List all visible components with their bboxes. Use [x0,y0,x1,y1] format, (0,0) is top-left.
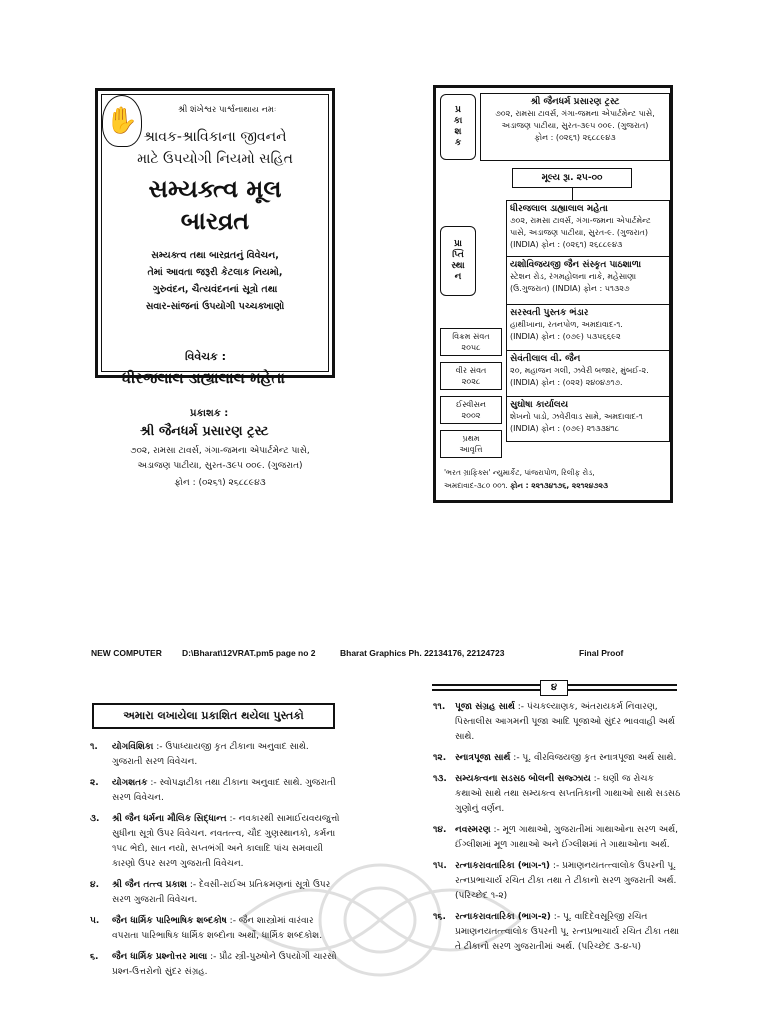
item-text [112,812,340,872]
distributor-line: ૨૦, મહાજન ગલી, ઝવેરી બજાર, મુંબઈ-૨. [510,366,649,375]
item-text [112,776,340,806]
scroll-char: શ [454,127,462,137]
scroll-char: પ્તિ [452,250,464,260]
item-title: જૈન ધાર્મિક પારિભાષિક શબ્દકોષ [112,916,227,926]
list-item [433,910,683,955]
era-box [440,328,502,356]
publisher-phone: ફોન : (૦૨૬૧) ૨૬૮૮૯૪૩ [174,478,266,488]
book-description [110,247,320,315]
list-item [433,823,683,853]
distributor-name: ધીરજલાલ ડાહ્યાલાલ મહેતા [510,204,608,214]
publisher-box-name: શ્રી જૈનધર્મ પ્રસારણ ટ્રસ્ટ [530,97,620,107]
list-item [433,772,683,817]
era-value: આવૃત્તિ [459,445,483,454]
subtitle-line-2: માટે ઉપયોગી નિયમો સહિત [137,151,293,167]
item-title: પૂજા સંગ્રહ સાર્થ [455,702,515,712]
era-value: ૨૦૫૮ [461,343,481,352]
item-desc: :- પૂ. વાદિદેવસૂરિજી રચિત પ્રમાણનયતત્ત્વાલોક ઉપરની પૂ. રત્નપ્રભાચાર્ય રચિત ટીકા તથા તે ટીકાનો સરળ ગુજરાતીમાં અર્થ. (પરિચ્છેદ ૩-૪-૫) [455,912,679,952]
list-item [90,950,340,980]
publisher-address-line-1: ૭૦૨, રામસા ટાવર્સ, ગંગા-જમના એપાર્ટમેન્ટ પાસે, [130,446,310,456]
connector-line [572,188,573,200]
distributor-entry [506,256,670,304]
item-desc: :- પ્રમાણનયતત્ત્વાલોક ઉપરની પૂ. રત્નપ્રભાચાર્ય રચિત ટીકા તથા તે ટીકાનો સરળ ગુજરાતી અર્થ. (પરિચ્છેદ ૧-૨) [455,861,677,901]
proof-computer: NEW COMPUTER [91,648,162,658]
description-line: ગુરુવંદન, ચૈત્યવંદનનાં સૂત્રો તથા [152,284,278,295]
era-label: પ્રથમ [462,434,480,443]
title-card [95,88,335,378]
item-number: ૧૩. [433,774,447,784]
printer-line: 'ભરત ગ્રાફિક્સ' ન્યુમાર્કેટ, પાંજરાપોળ, રિલીફ રોડ, [444,468,595,477]
proof-status: Final Proof [579,648,624,658]
distributor-line: (INDIA) ફોન : (૦૭૯) ૨૧૩૩૪૧૮ [510,424,620,433]
era-label: વીર સંવત [455,366,487,375]
era-label: વિક્રમ સંવત [452,332,490,341]
blessing-hand-icon: ✋ [102,95,142,147]
era-box [440,362,502,390]
item-text [455,700,683,745]
distributor-line: (INDIA) ફોન : (૦૭૯) ૫૩૫૬૬૯૨ [510,332,621,341]
item-number: ૬. [90,952,99,962]
item-number: ૫. [90,916,100,926]
distributor-entry [506,304,670,350]
era-box [440,396,502,424]
price-box: મૂલ્ય રૂા. ૨૫-૦૦ [512,168,632,188]
distributor-entry [506,200,670,256]
proof-file-path: D:\Bharat\12VRAT.pm5 page no 2 [182,648,316,658]
distributor-name: સેવંતીલાલ વી. જૈન [510,354,581,364]
printer-phone: ફોન : ૨૨૧૩૪૧૭૬, ૨૨૧૨૪૭૨૩ [510,481,609,490]
item-text [455,823,683,853]
item-number: ૧૫. [433,861,447,871]
description-line: તેમાં આવતા જરૂરી કેટલાક નિયમો, [147,267,283,278]
printer-line [444,479,666,492]
book-list-right [433,700,683,961]
page-header-rule [432,680,677,696]
scroll-char: પ્ર [455,105,461,115]
description-line: સવાર-સાંજનાં ઉપયોગી પચ્ચક્ખાણો [145,301,285,312]
distributor-name: સુઘોષા કાર્યાલય [510,400,569,410]
item-title: નવસ્મરણ [455,825,491,835]
description-line: સમ્યક્ત્વ તથા બારવ્રતનું વિવેચન, [151,250,279,261]
scroll-char: સ્થા [451,261,465,271]
era-label: ઈસ્વીસન [456,400,486,409]
list-item [90,740,340,770]
item-desc: :- મૂળ ગાથાઓ, ગુજરાતીમાં ગાથાઓના સરળ અર્થ, ઈંગ્લીશમાં મૂળ ગાથાઓ અને ઈંગ્લીશમાં તે ગાથાઓના અર્થ. [455,825,679,850]
publisher-name: શ્રી જૈનધર્મ પ્રસારણ ટ્રસ્ટ [140,424,269,439]
item-text [112,740,340,770]
printer-city: અમદાવાદ-૩૮૦ ૦૦૧. [444,481,508,490]
scroll-char: કા [453,116,463,126]
distributor-entry [506,396,670,442]
scroll-char: ન [454,272,462,282]
distributor-line: (INDIA) ફોન : (૦૨૬૧) ૨૬૮૮૯૪૩ [510,240,623,249]
invocation: શ્રી શંખેશ્વર પાર્શ્વનાથાય નમઃ [178,105,277,115]
item-text [455,751,676,766]
books-heading: અમારા લખાયેલા પ્રકાશિત થયેલા પુસ્તકો [92,703,335,729]
commentator-label: વિવેચક : [185,350,226,363]
publisher-box [480,93,670,161]
distributor-line: સ્ટેશન રોડ, રંગમહોલના નાકે, મહેસાણા [510,272,637,281]
era-value: ૨૦૨૮ [461,377,481,386]
item-title: રત્નાકરાવતારિકા (ભાગ-૨) [455,912,551,922]
page-number: ૪ [540,680,568,696]
item-number: ૧૬. [433,912,446,922]
era-box [440,430,502,458]
item-title: રત્નાકરાવતારિકા (ભાગ-૧) [455,861,551,871]
distributor-line: હાથીખાના, રતનપોળ, અમદાવાદ-૧. [510,320,623,329]
item-desc: :- પંચકલ્યાણક, અંતરાયકર્મ નિવારણ, પિસ્તાલીસ આગમની પૂજા આદિ પૂજાઓ સુંદર ભાવવાહી અર્થ સાથે. [455,702,675,742]
item-desc: :- પ્રૌઢ સ્ત્રી-પુરુષોને ઉપયોગી ચારસો પ્રશ્ન-ઉત્તરોનો સુંદર સંગ્રહ. [112,952,337,977]
publisher-scroll-label [440,94,476,160]
publisher-box-addr: અડાજણ પાટીયા, સુરત-૩૯૫ ૦૦૯. (ગુજરાત) [501,121,649,130]
publisher-address-line-2: અડાજણ પાટીયા, સુરત-૩૯૫ ૦૦૯. (ગુજરાત) [137,461,303,471]
list-item [90,878,340,908]
distributor-entry [506,350,670,396]
item-desc: :- જૈન શાસ્ત્રોમાં વારંવાર વપરાતા પારિભાષિક ધાર્મિક શબ્દોના અર્થો, ધાર્મિક શબ્દકોશ. [112,916,323,941]
item-text [112,950,340,980]
printer-info [444,466,666,492]
item-desc: :- દેવસી-રાઈઅ પ્રતિક્રમણનાં સૂત્રો ઉપર સરળ ગુજરાતી વિવેચન. [112,880,331,905]
item-number: ૧૨. [433,753,447,763]
list-item [433,700,683,745]
item-text [455,910,683,955]
distributor-line: ૭૦૨, રામસા ટાવર્સ, ગંગા-જમના એપાર્ટમેન્ટ [510,216,651,225]
era-value: ૨૦૦૨ [461,411,481,420]
list-item [433,751,683,766]
item-number: ૩. [90,814,100,824]
item-number: ૧૧. [433,702,446,712]
distributor-line: શેખનો પાડો, ઝવેરીવાડ સામે, અમદાવાદ-૧ [510,412,643,421]
scroll-char: ક [454,138,462,148]
item-text [112,878,340,908]
distributor-name: સરસ્વતી પુસ્તક ભંડાર [510,308,589,318]
imprint-panel [433,85,673,503]
list-item [433,859,683,904]
item-text [455,859,683,904]
item-title: યોગવિંશિકા [112,742,154,752]
item-title: જૈન ધાર્મિક પ્રશ્નોત્તર માલા [112,952,208,962]
distributor-line: (INDIA) ફોન : (૦૨૨) ૨૪૦૪૭૧૭. [510,378,623,387]
distributor-name: યશોવિજયજી જૈન સંસ્કૃત પાઠશાળા [510,260,642,270]
availability-scroll-label [440,226,476,296]
item-number: ૪. [90,880,99,890]
item-title: સ્નાત્રપૂજા સાર્થ [455,753,511,763]
subtitle-line-1: શ્રાવક-શ્રાવિકાના જીવનને [143,129,287,145]
item-number: ૧. [90,742,98,752]
distributor-line: પાસે, અડાજણ પાટીયા, સુરત-૯. (ગુજરાત) [510,228,648,237]
publisher-label: પ્રકાશક : [190,408,229,419]
item-title: સમ્યક્ત્વના સડસઠ બોલની સજ્ઝાય [455,774,591,784]
list-item [90,812,340,872]
distributor-line: (ઉ.ગુજરાત) (INDIA) ફોન : ૫૧૩૨૭ [510,284,630,293]
book-title-line-1: સમ્યક્ત્વ મૂલ [148,175,282,203]
item-desc: :- પૂ. વીરવિજયજી કૃત સ્નાત્રપૂજા અર્થ સાથે. [513,753,677,763]
item-number: ૨. [90,778,99,788]
book-title-line-2: બારવ્રત [180,207,250,235]
item-desc: :- સ્વોપજ્ઞટીકા તથા ટીકાના અનુવાદ સાથે. ગુજરાતી સરળ વિવેચન. [112,778,336,803]
proof-graphics: Bharat Graphics Ph. 22134176, 22124723 [340,648,505,658]
distributor-list [506,200,670,442]
item-title: શ્રી જૈન તત્ત્વ પ્રકાશ [112,880,187,890]
item-number: ૧૪. [433,825,447,835]
book-list-left [90,740,340,986]
item-desc: :- ઘણી જ રોચક કથાઓ સાથે તથા સમ્યક્ત્વ સપ્તતિકાની ગાથાઓ સાથે સડસઠ ગુણોનું વર્ણન. [455,774,681,814]
item-title: યોગશતક [112,778,148,788]
scroll-char: પ્રા [453,239,463,249]
edition-dates [440,328,502,464]
item-text [455,772,683,817]
commentator-name: ધીરજલાલ ડાહ્યાલાલ મહેતા [122,369,285,387]
item-text [112,914,340,944]
item-desc: :- ઉપાધ્યાયજી કૃત ટીકાના અનુવાદ સાથે. ગુજરાતી સરળ વિવેચન. [112,742,309,767]
item-desc: :- નવકારથી સામાઈયવયજુત્તો સુધીના સૂત્રો ઉપર વિવેચન. નવતત્ત્વ, ચૌદ ગુણસ્થાનકો, કર્મના ૧૫૮ ભેદો, સાત નયો, સપ્તભંગી અને કાલાદિ પાંચ સમવાયી કારણો ઉપર સરળ ગુજરાતી વિવેચન. [112,814,340,869]
list-item [90,776,340,806]
publisher-box-addr: ૭૦૨, રામસા ટાવર્સ, ગંગા-જમના એપાર્ટમેન્ટ પાસે, [495,109,655,118]
publisher-box-phone: ફોન : (૦૨૬૧) ૨૬૮૮૯૪૩ [534,133,616,142]
list-item [90,914,340,944]
item-title: શ્રી જૈન ધર્મના મૌલિક સિદ્ધાન્ત [112,814,227,824]
